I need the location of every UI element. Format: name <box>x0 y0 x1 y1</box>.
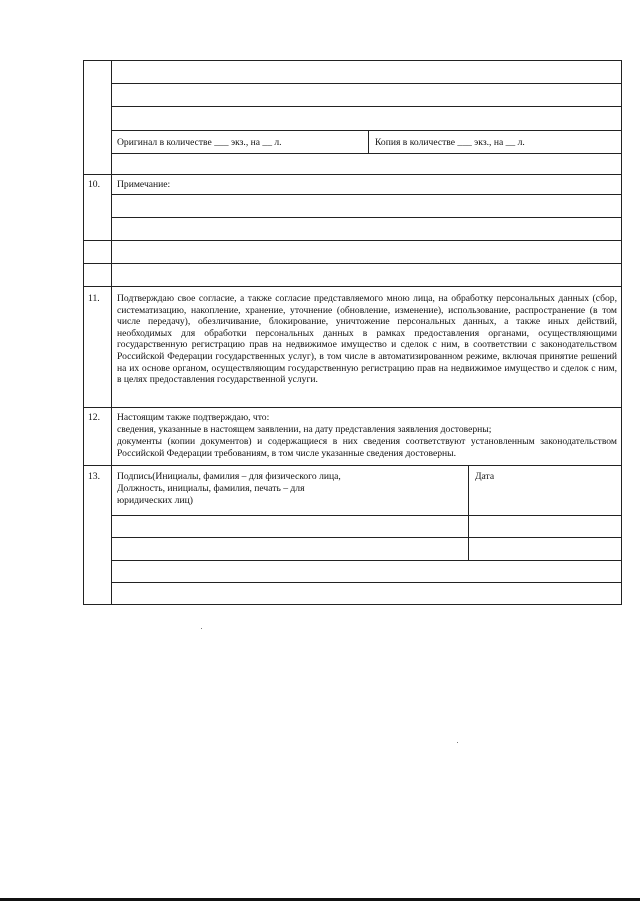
signature-label: Должность, инициалы, фамилия, печать – для <box>117 483 305 494</box>
confirmation-heading: Настоящим также подтверждаю, что: <box>117 412 270 423</box>
section-11-number: 11. <box>88 293 100 304</box>
row-line <box>111 515 622 516</box>
row-line <box>111 130 622 131</box>
note-label: Примечание: <box>117 179 171 190</box>
signature-label: Подпись(Инициалы, фамилия – для физического лица, <box>117 471 341 482</box>
section-12-number: 12. <box>88 412 100 423</box>
table-border-left <box>83 60 84 605</box>
row-line <box>111 582 622 583</box>
consent-text: Подтверждаю свое согласие, а также согласие представляемого мною лица, на обработку персональных данных (сбор, систематизацию, накопление, хранение, уточнение (обновление, изменение), использование, распространение (в том числе передачу), обезличивание, блокирование, уничтожение персональных данных, а также иных действий, необходимых для обработки персональных данных в рамках предоставления органами, осуществляющими государственную регистрацию прав на недвижимое имущество и сделок с ним, в соответствии с законодательством Российской Федерации государственных услуг), в том числе в автоматизированном режиме, включая принятие решений на их основе органом, осуществляющим государственную регистрацию прав на недвижимое имущество и сделок с ним, в целях предоставления государственной услуги. <box>117 293 617 386</box>
copy-copies-text: Копия в количестве ___ экз., на __ л. <box>375 137 525 148</box>
section-separator <box>83 240 622 241</box>
row-line <box>111 537 622 538</box>
confirmation-line: сведения, указанные в настоящем заявлении, на дату представления заявления достоверны; <box>117 424 492 435</box>
section-separator <box>83 286 622 287</box>
section-separator <box>83 407 622 408</box>
scan-speck <box>201 628 202 629</box>
section-separator <box>83 465 622 466</box>
section-10-number: 10. <box>88 179 100 190</box>
application-form-table <box>83 60 622 605</box>
table-border-right <box>621 60 622 605</box>
number-column-divider <box>111 60 112 605</box>
section-13-number: 13. <box>88 471 100 482</box>
section-separator <box>83 174 622 175</box>
row-line <box>111 217 622 218</box>
row-line <box>111 106 622 107</box>
table-border-bottom <box>83 604 622 605</box>
page-bottom-edge <box>0 898 640 901</box>
section-separator <box>83 263 622 264</box>
confirmation-line: документы (копии документов) и содержащиеся в них сведения соответствуют установленным законодательством Российской Федерации требованиям, в том числе указанные сведения достоверны. <box>117 436 617 459</box>
signature-label: юридических лиц) <box>117 495 193 506</box>
row-line <box>111 194 622 195</box>
table-border-top <box>83 60 622 61</box>
row-line <box>111 83 622 84</box>
copies-divider <box>368 130 369 153</box>
date-label: Дата <box>475 471 495 482</box>
scan-speck <box>457 742 458 743</box>
row-line <box>111 560 622 561</box>
date-column-divider <box>468 465 469 561</box>
row-line <box>111 153 622 154</box>
original-copies-text: Оригинал в количестве ___ экз., на __ л. <box>117 137 282 148</box>
